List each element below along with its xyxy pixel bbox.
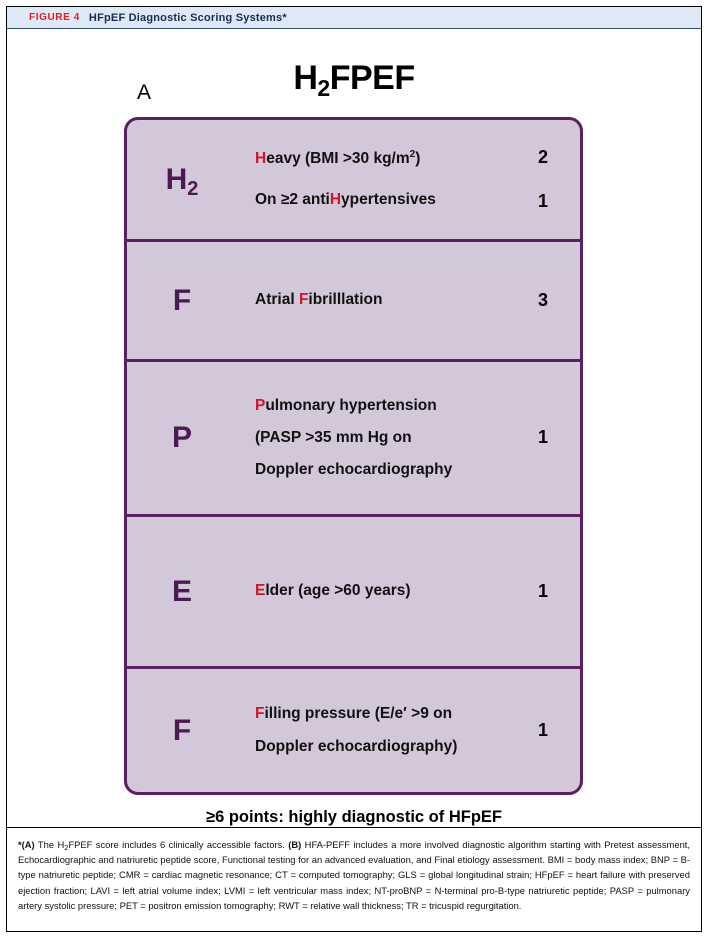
criterion-superscript: 2: [409, 149, 416, 161]
figure-footnote: [7, 828, 701, 919]
score-title: [7, 59, 701, 101]
table-row-p: [127, 362, 580, 517]
row-points-e: [506, 578, 580, 606]
row-letter-p: [127, 423, 237, 453]
table-row-e: [127, 517, 580, 669]
row-letter-f: [127, 283, 237, 317]
score-title-main-b: FPEF: [329, 59, 415, 97]
criterion-initial: E: [255, 582, 266, 600]
footnote-seg3: HFA-PEFF includes a more involved diagnostic algorithm starting with Pretest assessment, Echocardiographic and natriuretic peptide score, Functional testing for an advanced evaluation, and Final etiology assessment. BMI = body mass index; BNP = B-type natriuretic peptide; CMR = cardiac magnetic resonance; CT = computed tomography; GLS = global longitudinal strain; HFpEF = heart failure with preserved ejection fraction; LAVI = left atrial volume index; LVMI = left ventricular mass index; NT-proBNP = N-terminal pro-B-type natriuretic peptide; PASP = pulmonary artery systolic pressure; PET = positron emission tomography; RWT = relative wall thickness; TR = tricuspid regurgitation.: [18, 839, 691, 911]
criterion-initial: H: [329, 190, 342, 208]
criterion-pulmonary-hypertension: [255, 394, 500, 418]
criterion-text-pre: Atrial: [255, 291, 299, 309]
criterion-filling-pressure: [255, 702, 500, 726]
criterion-text: illing pressure (E/e′ >9 on: [264, 705, 453, 723]
row-letter-h2: [127, 162, 237, 200]
row-points-h2: [506, 144, 580, 216]
criterion-text-pre: On ≥2 anti: [255, 190, 330, 208]
footnote-panel-b-label: (B): [288, 839, 302, 850]
row-letter-f-filling: [127, 713, 237, 747]
criterion-text: ulmonary hypertension: [265, 396, 437, 414]
criterion-initial: P: [255, 396, 266, 414]
figure-number: FIGURE 4: [29, 12, 80, 23]
points-value: 3: [537, 289, 548, 310]
points-value: 1: [537, 719, 548, 740]
criterion-atrial-fibrillation: [255, 288, 500, 312]
row-points-f-filling: [506, 717, 580, 745]
criterion-text: ibrilllation: [308, 291, 383, 309]
criterion-elder: [255, 579, 500, 603]
score-title-main-a: H: [293, 59, 318, 97]
criterion-text: eavy (BMI >30 kg/m: [266, 150, 410, 168]
row-criteria-p: [237, 394, 506, 482]
footnote-seg2: FPEF score includes 6 clinically accessible factors.: [68, 839, 289, 850]
h2fpef-score-table: [124, 117, 583, 795]
row-criteria-e: [237, 579, 506, 603]
points-value: 1: [537, 190, 548, 211]
table-row-h2: [127, 120, 580, 242]
criterion-text: ypertensives: [341, 190, 436, 208]
row-letter-main: F: [172, 283, 192, 317]
score-interpretation-caption: ≥6 points: highly diagnostic of HFpEF: [206, 808, 502, 826]
points-value: 1: [537, 427, 548, 448]
row-criteria-f-filling: [237, 702, 506, 758]
row-points-p: [506, 424, 580, 452]
criterion-initial: H: [255, 150, 267, 168]
criterion-pulmonary-line2: (PASP >35 mm Hg on: [255, 428, 412, 446]
row-points-f-fibrillation: [506, 287, 580, 315]
footnote-subscript: 2: [64, 843, 69, 852]
row-letter-e: [127, 574, 237, 608]
figure-title: HFpEF Diagnostic Scoring Systems*: [88, 11, 287, 24]
points-value: 2: [537, 146, 548, 167]
row-letter-subscript: 2: [187, 177, 199, 200]
row-letter-main: F: [172, 713, 192, 747]
criterion-pulmonary-line3: Doppler echocardiography: [255, 461, 453, 478]
footnote-panel-a-label: *(A): [18, 839, 35, 850]
criterion-initial: F: [255, 705, 265, 723]
figure-body: [7, 29, 701, 827]
criterion-heavy: [255, 147, 500, 171]
row-criteria-h2: [237, 147, 506, 211]
criterion-text-end: ): [415, 150, 421, 168]
row-letter-main: H: [165, 162, 188, 196]
score-title-subscript: 2: [317, 75, 330, 101]
figure-header: [7, 7, 701, 29]
row-letter-main: P: [171, 421, 192, 454]
row-letter-main: E: [171, 574, 192, 608]
table-row-f-fibrillation: [127, 242, 580, 362]
criterion-initial: F: [298, 291, 309, 309]
figure-frame: [6, 6, 702, 932]
criterion-antihypertensives: [255, 188, 500, 212]
points-value: 1: [537, 580, 548, 601]
criterion-filling-line2: Doppler echocardiography): [255, 737, 458, 755]
footnote-seg1: The H: [34, 839, 65, 850]
panel-label-a: A: [137, 81, 152, 104]
row-criteria-f-fibrillation: [237, 288, 506, 312]
table-row-f-filling: [127, 669, 580, 792]
criterion-text: lder (age >60 years): [265, 582, 411, 600]
